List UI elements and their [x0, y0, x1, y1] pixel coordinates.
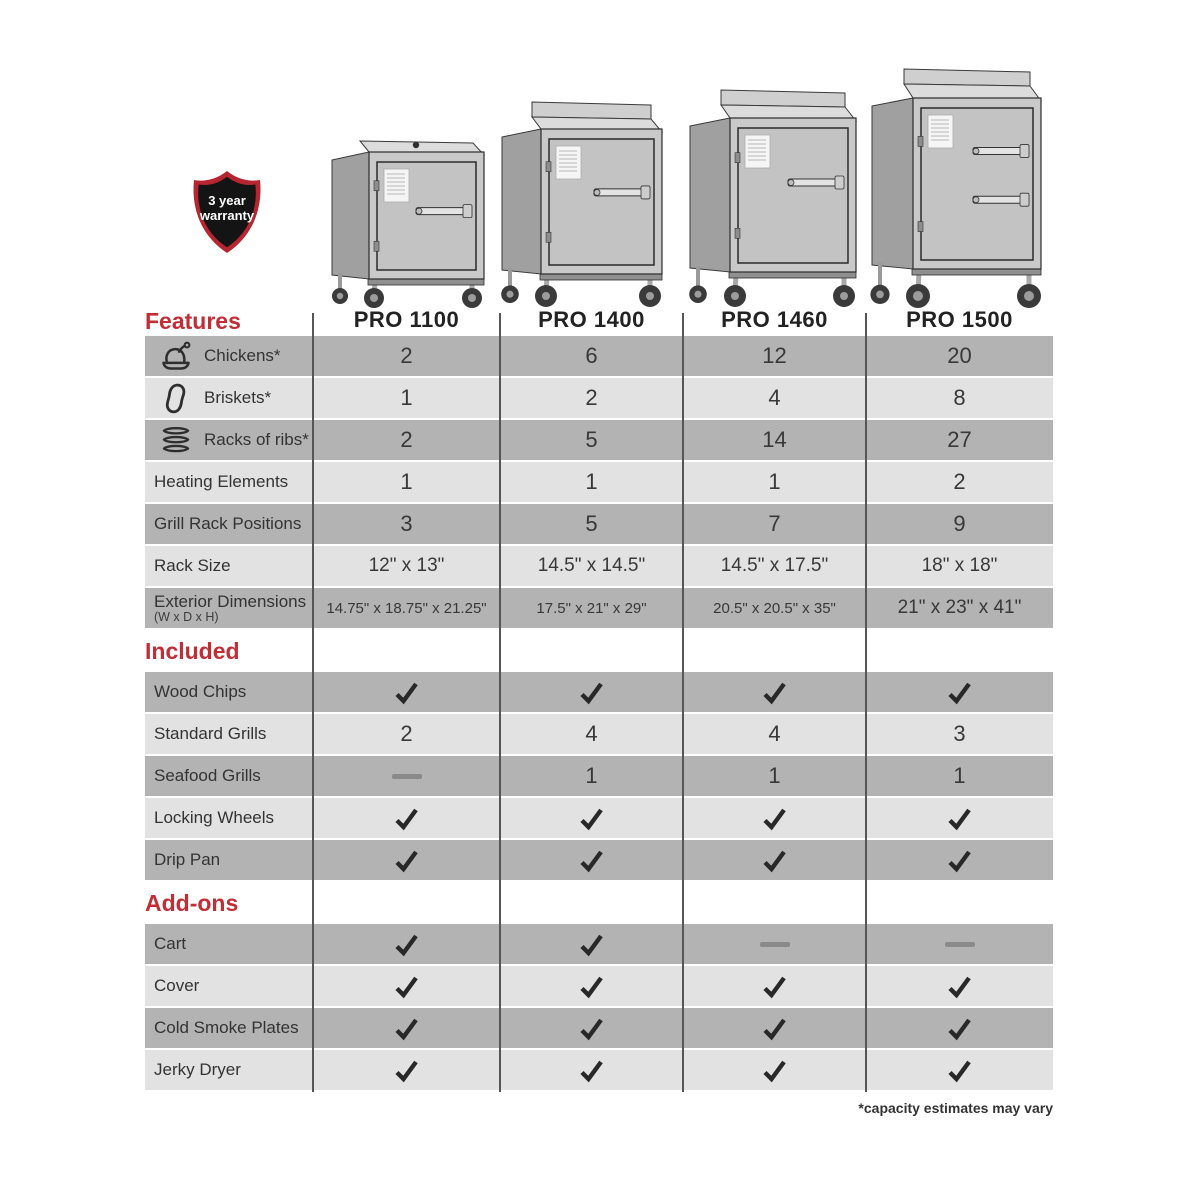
- product-image-pro-1500: [872, 67, 1042, 309]
- feature-label-cell: [145, 714, 313, 754]
- value-text: 7: [768, 511, 781, 536]
- value-cell: [683, 672, 866, 712]
- value-text: 18" x 18": [921, 555, 998, 576]
- value-cell: [866, 462, 1053, 502]
- value-cell: [683, 840, 866, 880]
- column-header-pro-1500: PRO 1500: [906, 307, 1013, 332]
- chicken-icon: [154, 341, 198, 371]
- product-image-pro-1460: [690, 90, 857, 308]
- value-text: 20.5" x 20.5" x 35": [713, 599, 836, 617]
- section-heading-add-ons: Add-ons: [145, 889, 239, 916]
- table-row: [145, 504, 1053, 546]
- value-cell: [313, 336, 500, 376]
- value-cell: [866, 1050, 1053, 1090]
- dash-icon: [392, 774, 422, 779]
- column-divider: [682, 313, 684, 1092]
- feature-label: [154, 557, 231, 575]
- value-text: 1: [400, 469, 413, 494]
- feature-name: Cold Smoke Plates: [154, 1018, 299, 1037]
- dash-icon: [760, 942, 790, 947]
- value-cell: [500, 1050, 683, 1090]
- value-cell: [683, 336, 866, 376]
- section-heading-row: [145, 630, 1053, 672]
- feature-sublabel: (W x D x H): [154, 609, 219, 624]
- value-cell: [313, 546, 500, 586]
- value-text: 4: [768, 721, 781, 746]
- table-row: [145, 672, 1053, 714]
- feature-name: Exterior Dimensions: [154, 591, 307, 611]
- feature-label-cell: [145, 1050, 313, 1090]
- value-cell: [500, 840, 683, 880]
- check-icon: [578, 1016, 605, 1042]
- warranty-badge-text: [189, 165, 265, 251]
- feature-label: [154, 851, 220, 869]
- value-text: 14.5" x 17.5": [720, 555, 829, 576]
- check-icon: [578, 1058, 605, 1084]
- check-icon: [393, 974, 420, 1000]
- value-cell: [866, 798, 1053, 838]
- value-text: 5: [585, 511, 598, 536]
- value-cell: [866, 588, 1053, 628]
- value-text: 14.5" x 14.5": [537, 555, 646, 576]
- value-text: 3: [953, 721, 966, 746]
- feature-label-cell: [145, 336, 313, 376]
- check-icon: [578, 680, 605, 706]
- table-row: [145, 462, 1053, 504]
- value-cell: [313, 756, 500, 796]
- feature-label-cell: [145, 966, 313, 1006]
- value-cell: [500, 756, 683, 796]
- value-text: 4: [768, 385, 781, 410]
- value-text: 2: [400, 721, 413, 746]
- value-cell: [866, 840, 1053, 880]
- feature-label-cell: [145, 420, 313, 460]
- value-text: 1: [768, 763, 781, 788]
- feature-label-cell: [145, 546, 313, 586]
- feature-label: [154, 725, 266, 743]
- value-cell: [500, 378, 683, 418]
- value-cell: [313, 924, 500, 964]
- value-cell: [313, 1050, 500, 1090]
- value-cell: [313, 504, 500, 544]
- check-icon: [761, 806, 788, 832]
- check-icon: [946, 1016, 973, 1042]
- value-cell: [683, 924, 866, 964]
- value-cell: [683, 798, 866, 838]
- table-row: [145, 378, 1053, 420]
- table-row: [145, 924, 1053, 966]
- value-cell: [866, 966, 1053, 1006]
- value-cell: [683, 462, 866, 502]
- value-text: 9: [953, 511, 966, 536]
- ribs-icon: [154, 425, 198, 455]
- table-row: [145, 798, 1053, 840]
- value-cell: [683, 966, 866, 1006]
- value-text: 1: [953, 763, 966, 788]
- value-text: 12" x 13": [368, 555, 445, 576]
- value-cell: [500, 672, 683, 712]
- warranty-word: warranty: [199, 208, 255, 223]
- feature-label: [154, 473, 288, 491]
- value-cell: [313, 1008, 500, 1048]
- table-row: [145, 336, 1053, 378]
- value-cell: [866, 1008, 1053, 1048]
- value-text: 2: [400, 343, 413, 368]
- value-text: 5: [585, 427, 598, 452]
- check-icon: [393, 1016, 420, 1042]
- section-heading-included: Included: [145, 637, 240, 664]
- value-cell: [313, 462, 500, 502]
- feature-label: [154, 515, 301, 533]
- feature-name: Grill Rack Positions: [154, 514, 302, 533]
- section-heading-features: Features: [145, 308, 241, 334]
- column-header-pro-1400: PRO 1400: [538, 307, 645, 332]
- value-cell: [683, 546, 866, 586]
- value-cell: [500, 336, 683, 376]
- feature-name: Cover: [154, 976, 200, 995]
- value-text: 6: [585, 343, 598, 368]
- product-image-pro-1100: [332, 129, 485, 309]
- table-header-row: [145, 305, 1053, 336]
- value-cell: [683, 378, 866, 418]
- value-text: 4: [585, 721, 598, 746]
- feature-name: Chickens*: [204, 346, 281, 365]
- value-text: 8: [953, 385, 966, 410]
- feature-label-cell: [145, 378, 313, 418]
- check-icon: [761, 1058, 788, 1084]
- dash-icon: [945, 942, 975, 947]
- value-cell: [683, 504, 866, 544]
- feature-name: Rack Size: [154, 556, 231, 575]
- value-text: 14.75" x 18.75" x 21.25": [326, 599, 487, 617]
- check-icon: [578, 974, 605, 1000]
- check-icon: [578, 932, 605, 958]
- feature-label-cell: [145, 672, 313, 712]
- feature-name: Wood Chips: [154, 682, 247, 701]
- value-cell: [313, 420, 500, 460]
- column-header-pro-1460: PRO 1460: [721, 307, 828, 332]
- value-cell: [500, 462, 683, 502]
- capacity-footnote: *capacity estimates may vary: [858, 1100, 1053, 1116]
- section-heading-row: [145, 882, 1053, 924]
- feature-label-cell: [145, 840, 313, 880]
- check-icon: [393, 806, 420, 832]
- table-row: [145, 840, 1053, 882]
- check-icon: [946, 806, 973, 832]
- value-text: 21" x 23" x 41": [897, 597, 1022, 618]
- value-cell: [866, 924, 1053, 964]
- value-cell: [313, 672, 500, 712]
- feature-name: Cart: [154, 934, 187, 953]
- value-cell: [313, 798, 500, 838]
- check-icon: [946, 974, 973, 1000]
- feature-label-cell: [145, 588, 313, 628]
- column-header-pro-1100: PRO 1100: [353, 307, 460, 332]
- feature-name: Racks of ribs*: [204, 430, 309, 449]
- value-text: 1: [768, 469, 781, 494]
- value-cell: [313, 840, 500, 880]
- value-cell: [500, 1008, 683, 1048]
- feature-label: [154, 593, 306, 624]
- feature-name: Drip Pan: [154, 850, 221, 869]
- column-divider: [499, 313, 501, 1092]
- value-cell: [683, 1008, 866, 1048]
- feature-label-cell: [145, 798, 313, 838]
- value-cell: [500, 588, 683, 628]
- value-text: 2: [400, 427, 413, 452]
- check-icon: [946, 848, 973, 874]
- column-divider: [865, 313, 867, 1092]
- feature-label-cell: [145, 924, 313, 964]
- value-text: 14: [762, 427, 787, 452]
- value-cell: [683, 1050, 866, 1090]
- value-cell: [866, 714, 1053, 754]
- value-cell: [683, 588, 866, 628]
- value-cell: [866, 504, 1053, 544]
- feature-label-cell: [145, 504, 313, 544]
- table-row: [145, 966, 1053, 1008]
- value-cell: [313, 378, 500, 418]
- value-text: 20: [947, 343, 972, 368]
- feature-name: Jerky Dryer: [154, 1060, 241, 1079]
- check-icon: [393, 848, 420, 874]
- check-icon: [578, 806, 605, 832]
- table-row: [145, 1008, 1053, 1050]
- value-cell: [313, 588, 500, 628]
- table-row: [145, 714, 1053, 756]
- value-cell: [683, 420, 866, 460]
- value-cell: [313, 966, 500, 1006]
- value-cell: [500, 924, 683, 964]
- value-cell: [313, 714, 500, 754]
- check-icon: [393, 932, 420, 958]
- value-cell: [500, 798, 683, 838]
- feature-label-cell: [145, 462, 313, 502]
- value-cell: [500, 966, 683, 1006]
- feature-label: [154, 977, 199, 995]
- feature-name: Locking Wheels: [154, 808, 275, 827]
- column-divider: [312, 313, 314, 1092]
- feature-label: [204, 431, 309, 449]
- warranty-badge: [189, 169, 265, 255]
- warranty-years: 3 year: [208, 193, 246, 208]
- feature-label-cell: [145, 1008, 313, 1048]
- value-cell: [866, 378, 1053, 418]
- value-cell: [866, 336, 1053, 376]
- table-row: [145, 420, 1053, 462]
- feature-label: [154, 1019, 299, 1037]
- check-icon: [761, 1016, 788, 1042]
- feature-label: [204, 347, 281, 365]
- check-icon: [393, 1058, 420, 1084]
- table-row: [145, 546, 1053, 588]
- value-cell: [866, 756, 1053, 796]
- value-text: 2: [585, 385, 598, 410]
- check-icon: [761, 848, 788, 874]
- feature-name: Heating Elements: [154, 472, 289, 491]
- value-text: 3: [400, 511, 413, 536]
- value-cell: [683, 756, 866, 796]
- value-cell: [500, 504, 683, 544]
- value-text: 2: [953, 469, 966, 494]
- check-icon: [946, 680, 973, 706]
- brisket-icon: [154, 382, 198, 415]
- feature-label: [154, 809, 274, 827]
- value-text: 1: [400, 385, 413, 410]
- value-text: 17.5" x 21" x 29": [536, 599, 647, 617]
- check-icon: [393, 680, 420, 706]
- feature-name: Seafood Grills: [154, 766, 261, 785]
- value-cell: [500, 420, 683, 460]
- check-icon: [761, 680, 788, 706]
- value-cell: [866, 546, 1053, 586]
- value-cell: [866, 420, 1053, 460]
- table-row: [145, 1050, 1053, 1092]
- value-text: 12: [762, 343, 787, 368]
- feature-label: [204, 389, 271, 407]
- feature-name: Briskets*: [204, 388, 272, 407]
- check-icon: [946, 1058, 973, 1084]
- check-icon: [578, 848, 605, 874]
- table-row: [145, 588, 1053, 630]
- value-cell: [683, 714, 866, 754]
- comparison-table: [145, 305, 1053, 1092]
- table-row: [145, 756, 1053, 798]
- feature-label: [154, 935, 186, 953]
- feature-label-cell: [145, 756, 313, 796]
- value-text: 1: [585, 763, 598, 788]
- feature-label: [154, 767, 261, 785]
- check-icon: [761, 974, 788, 1000]
- value-cell: [500, 714, 683, 754]
- feature-label: [154, 1061, 241, 1079]
- value-cell: [866, 672, 1053, 712]
- value-text: 27: [947, 427, 972, 452]
- value-cell: [500, 546, 683, 586]
- value-text: 1: [585, 469, 598, 494]
- feature-label: [154, 683, 246, 701]
- product-image-pro-1400: [502, 102, 663, 308]
- feature-name: Standard Grills: [154, 724, 267, 743]
